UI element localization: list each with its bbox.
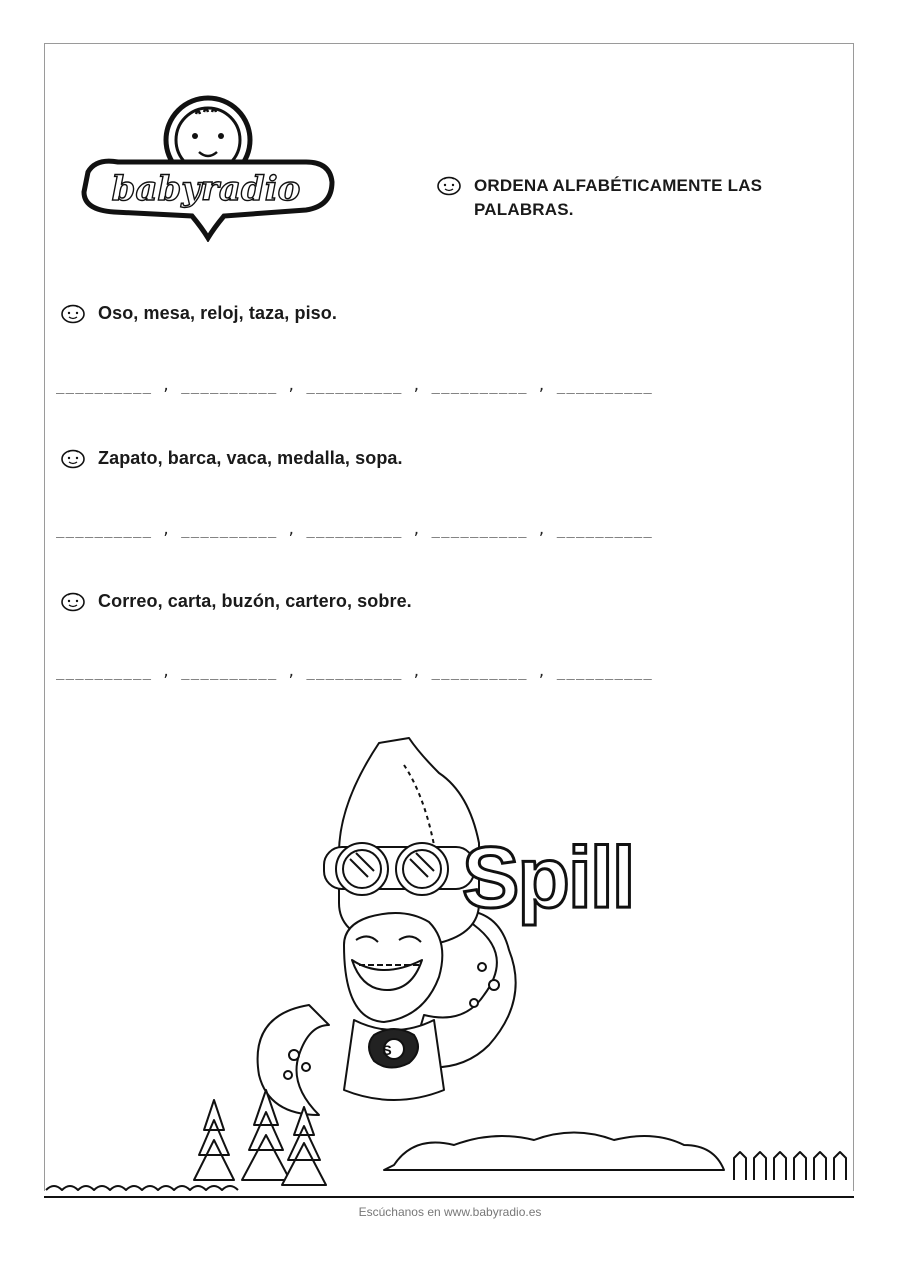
instruction-text: ORDENA ALFABÉTICAMENTE LAS PALABRAS. [474,176,763,219]
footer-text: Escúchanos en www.babyradio.es [358,1205,542,1219]
spill-title: Spill [462,830,634,926]
answer-line-2[interactable]: __________ , __________ , __________ , __________ , __________ [56,522,653,538]
exercise-3 [60,590,412,612]
baby-face-icon [60,449,86,469]
instruction [436,174,794,222]
answer-line-1[interactable]: __________ , __________ , __________ , __________ , __________ [56,378,653,394]
baby-face-icon [60,592,86,612]
baby-face-icon [436,176,462,196]
exercise-2 [60,447,403,469]
baby-face-icon [60,304,86,324]
exercise-words: Correo, carta, buzón, cartero, sobre. [98,590,412,611]
babyradio-logo [74,92,336,242]
exercise-words: Zapato, barca, vaca, medalla, sopa. [98,447,403,468]
exercise-1 [60,302,337,324]
logo-text: babyradio [111,169,301,209]
exercise-words: Oso, mesa, reloj, taza, piso. [98,302,337,323]
answer-line-3[interactable]: __________ , __________ , __________ , __________ , __________ [56,664,653,680]
spill-illustration [44,735,854,1200]
spill-badge: S [382,1042,392,1058]
